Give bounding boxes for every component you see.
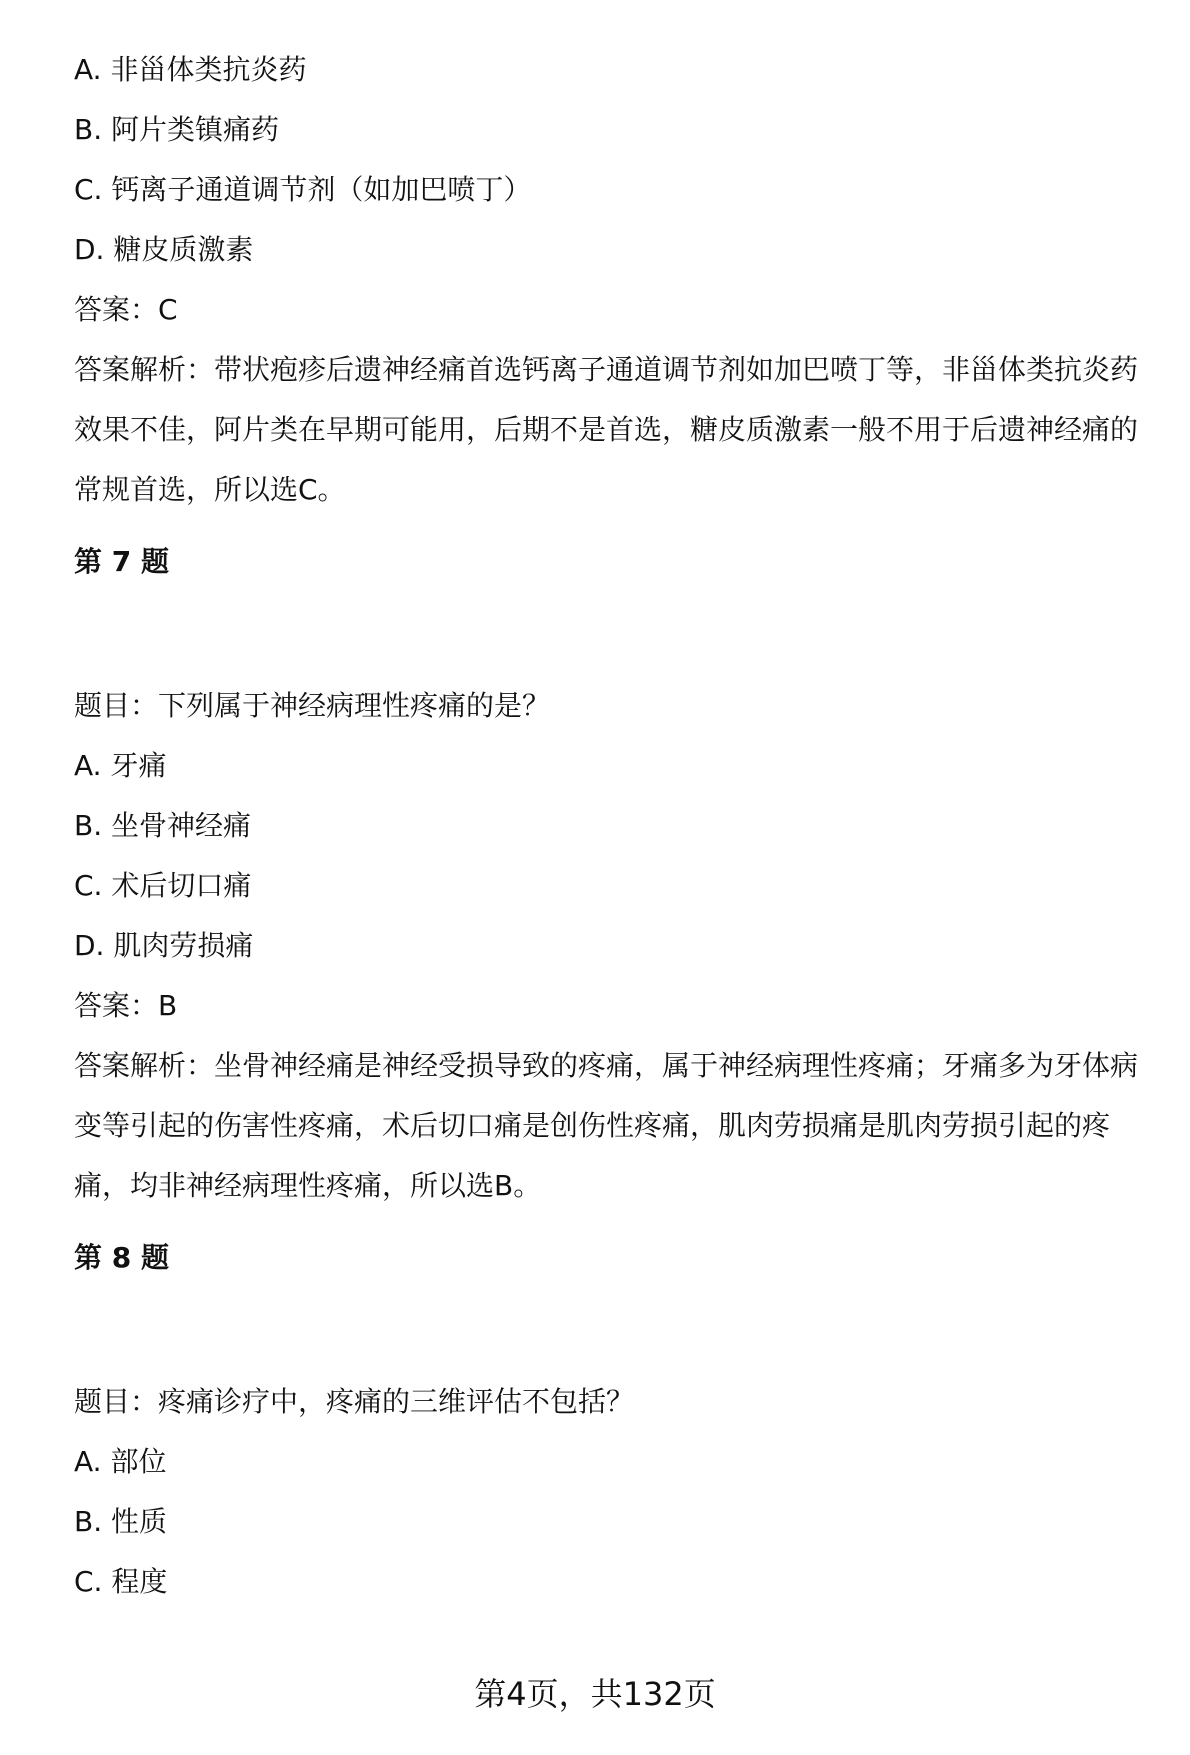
page-number-footer: 第4页，共132页 [474, 1675, 716, 1713]
question-stem: 题目：下列属于神经病理性疼痛的是？ [74, 689, 551, 722]
question-7 [74, 532, 1164, 1216]
question-heading: 第 7 题 [74, 545, 169, 578]
option-a: A. 部位 [74, 1445, 167, 1478]
option-c: C. 程度 [74, 1565, 168, 1598]
document-page [74, 40, 1164, 1612]
option-d: D. 糖皮质激素 [74, 233, 254, 266]
option-d: D. 肌肉劳损痛 [74, 929, 254, 962]
question-heading: 第 8 题 [74, 1241, 169, 1274]
option-b: B. 性质 [74, 1505, 168, 1538]
question-8 [74, 1228, 1164, 1612]
option-c: C. 钙离子通道调节剂（如加巴喷丁） [74, 173, 532, 206]
question-stem: 题目：疼痛诊疗中，疼痛的三维评估不包括？ [74, 1385, 635, 1418]
answer-analysis: 答案解析：坐骨神经痛是神经受损导致的疼痛，属于神经病理性疼痛；牙痛多为牙体病变等引起的伤害性疼痛，术后切口痛是创伤性疼痛，肌肉劳损痛是肌肉劳损引起的疼痛，均非神经病理性疼痛，所以选B。 [74, 1049, 1139, 1202]
option-b: B. 阿片类镇痛药 [74, 113, 280, 146]
answer: 答案：B [74, 989, 178, 1022]
option-b: B. 坐骨神经痛 [74, 809, 252, 842]
option-c: C. 术后切口痛 [74, 869, 252, 902]
answer: 答案：C [74, 293, 178, 326]
answer-analysis: 答案解析：带状疱疹后遗神经痛首选钙离子通道调节剂如加巴喷丁等，非甾体类抗炎药效果不佳，阿片类在早期可能用，后期不是首选，糖皮质激素一般不用于后遗神经痛的常规首选，所以选C。 [74, 353, 1139, 506]
option-a: A. 非甾体类抗炎药 [74, 53, 307, 86]
question-6-tail [74, 40, 1164, 520]
option-a: A. 牙痛 [74, 749, 167, 782]
